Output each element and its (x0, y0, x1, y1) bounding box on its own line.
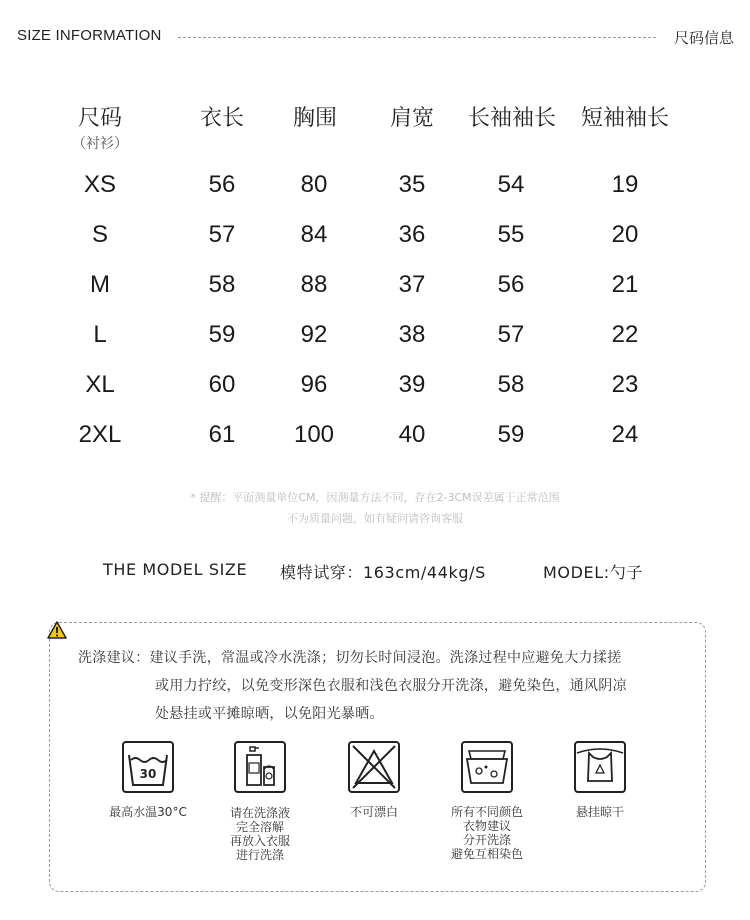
caption-line: 悬挂晾干 (575, 805, 624, 819)
care-text-line-3: 处悬挂或平摊晾晒，以免阳光暴晒。 (155, 706, 384, 722)
measurement-note-2: 不为质量问题，如有疑问请咨询客服 (287, 512, 463, 525)
caption-line: 避免互相染色 (450, 847, 523, 861)
col-header-short-sleeve: 短袖袖长 (580, 106, 669, 131)
wash-temp-number: 30 (139, 767, 157, 781)
model-name: MODEL:勺子 (543, 563, 643, 582)
table-cell: 35 (398, 171, 426, 198)
header-title-cn: 尺码信息 (673, 29, 734, 47)
table-cell: 92 (300, 321, 328, 348)
table-cell: 21 (611, 271, 639, 298)
wash-temp-caption (88, 805, 208, 819)
table-cell: 24 (611, 421, 639, 448)
table-cell: 57 (497, 321, 525, 348)
table-cell: 39 (398, 371, 426, 398)
table-cell: 84 (300, 221, 328, 248)
caption-line: 完全溶解 (235, 820, 284, 834)
table-cell: 20 (611, 221, 639, 248)
size-cell: XS (83, 171, 116, 198)
table-cell: 58 (208, 271, 236, 298)
table-cell: 37 (398, 271, 426, 298)
table-cell: 54 (497, 171, 525, 198)
model-spec: 模特试穿：163cm/44kg/S (280, 563, 486, 582)
size-cell: M (90, 271, 110, 298)
col-header-length: 衣长 (199, 106, 244, 131)
measurement-note: * 提醒：平面测量单位CM，因测量方法不同，存在2-3CM误差属于正常范围 (190, 491, 560, 504)
table-cell: 59 (497, 421, 525, 448)
no-bleach-icon (348, 741, 400, 793)
care-text-line-1: 洗涤建议：建议手洗，常温或冷水洗涤；切勿长时间浸泡。洗涤过程中应避免大力揉搓 (78, 650, 622, 666)
table-cell: 40 (398, 421, 426, 448)
table-cell: 61 (208, 421, 236, 448)
table-cell: 23 (611, 371, 639, 398)
hang-dry-caption (540, 805, 660, 819)
table-cell: 56 (497, 271, 525, 298)
header-title-en: SIZE INFORMATION (17, 27, 162, 44)
col-header-shoulder: 肩宽 (389, 106, 434, 131)
size-cell: S (91, 221, 108, 248)
no-bleach-caption (314, 805, 434, 819)
table-cell: 19 (611, 171, 639, 198)
separate-wash-icon (461, 741, 513, 793)
table-cell: 80 (300, 171, 328, 198)
detergent-caption (200, 806, 320, 862)
caption-line: 进行洗涤 (235, 848, 284, 862)
size-cell: L (93, 321, 107, 348)
detergent-icon (234, 741, 286, 793)
caption-line: 最高水温30°C (109, 805, 187, 819)
caption-line: 再放入衣服 (229, 834, 290, 848)
caption-line: 衣物建议 (462, 819, 511, 833)
table-cell: 59 (208, 321, 236, 348)
caption-line: 请在洗涤液 (229, 806, 290, 820)
hang-dry-icon (574, 741, 626, 793)
table-cell: 36 (398, 221, 426, 248)
table-cell: 56 (208, 171, 236, 198)
table-cell: 22 (611, 321, 639, 348)
size-cell: XL (85, 371, 115, 398)
col-header-long-sleeve: 长袖袖长 (467, 106, 556, 131)
separate-wash-caption (427, 805, 547, 861)
caption-line: 分开洗涤 (462, 833, 511, 847)
wash-30-icon (122, 741, 174, 793)
model-size-label: THE MODEL SIZE (103, 560, 248, 579)
size-cell: 2XL (78, 421, 122, 448)
size-column-header: 尺码 (78, 106, 123, 131)
table-cell: 100 (293, 421, 335, 448)
warning-icon (47, 621, 67, 643)
table-cell: 60 (208, 371, 236, 398)
caption-line: 所有不同颜色 (450, 805, 523, 819)
table-cell: 55 (497, 221, 525, 248)
size-column-subheader: （衬衫） (72, 136, 128, 152)
table-cell: 58 (497, 371, 525, 398)
table-cell: 96 (300, 371, 328, 398)
header-divider (178, 37, 656, 38)
care-text-line-2: 或用力拧绞，以免变形深色衣服和浅色衣服分开洗涤，避免染色，通风阴凉 (155, 678, 627, 694)
col-header-chest: 胸围 (292, 106, 337, 131)
table-cell: 38 (398, 321, 426, 348)
caption-line: 不可漂白 (349, 805, 398, 819)
table-cell: 88 (300, 271, 328, 298)
table-cell: 57 (208, 221, 236, 248)
